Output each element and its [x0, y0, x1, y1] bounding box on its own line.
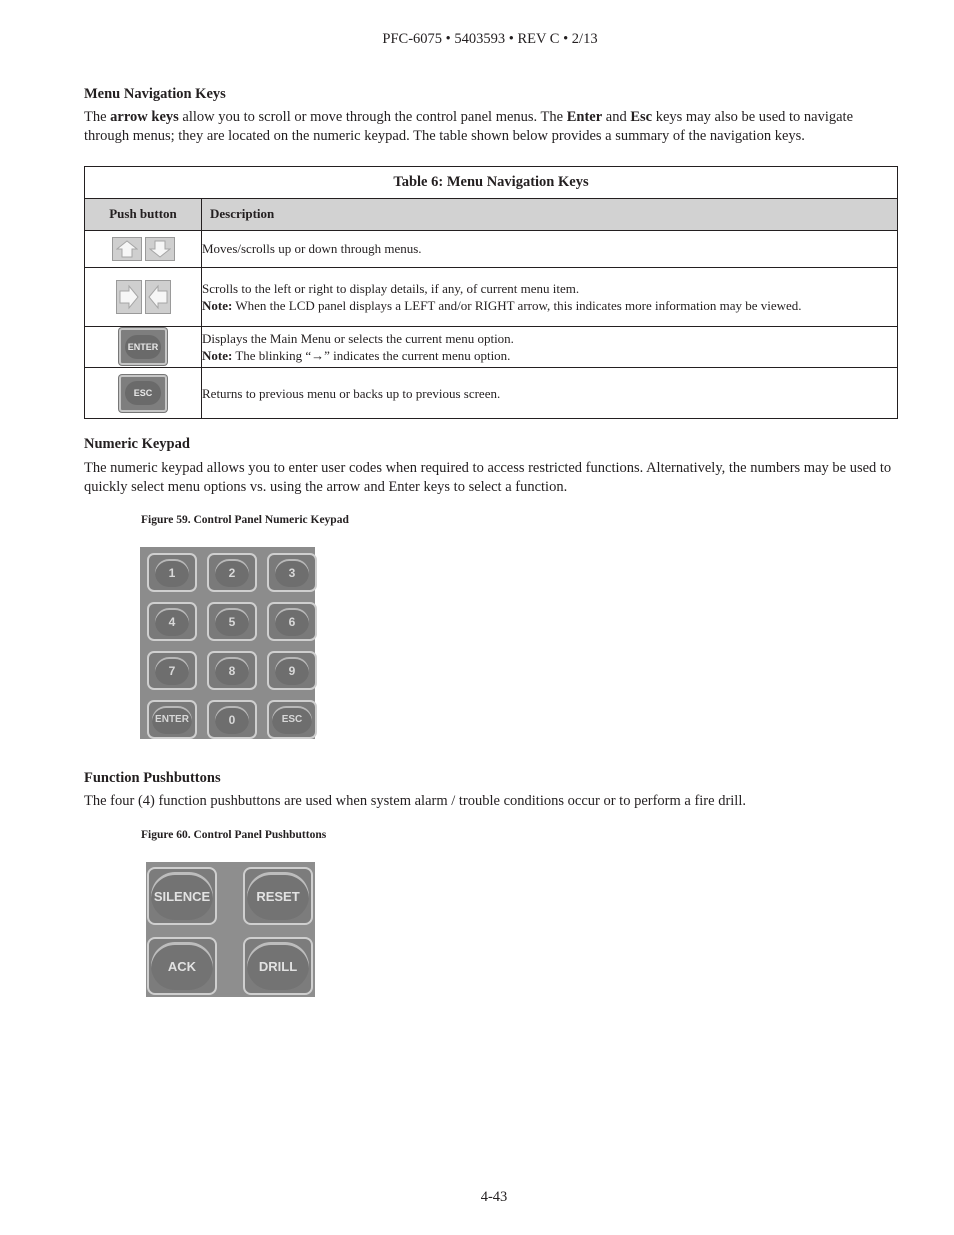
- description-line: Displays the Main Menu or selects the current menu option.: [202, 330, 514, 346]
- description-note: [202, 347, 897, 364]
- note-text: The blinking “→” indicates the current menu option.: [232, 347, 511, 363]
- row-icon-cell: [85, 231, 202, 268]
- heading-function-pushbuttons: Function Pushbuttons: [84, 770, 221, 786]
- key-label: 8: [215, 657, 249, 685]
- note-label: Note:: [202, 297, 233, 313]
- silence-pushbutton: [147, 867, 217, 925]
- row-description: [202, 267, 898, 326]
- ack-pushbutton: [147, 937, 217, 995]
- menu-navigation-table: [84, 166, 898, 419]
- key-label: 1: [155, 559, 189, 587]
- text-run-bold: arrow keys: [110, 109, 179, 125]
- keypad-key-enter: [147, 700, 197, 739]
- figure-59-caption: Figure 59. Control Panel Numeric Keypad: [141, 514, 349, 526]
- key-label: 3: [275, 559, 309, 587]
- note-label: Note:: [202, 347, 233, 363]
- keypad-key-3: [267, 553, 317, 592]
- key-label: 2: [215, 559, 249, 587]
- heading-menu-navigation-keys: Menu Navigation Keys: [84, 86, 226, 102]
- key-label: ENTER: [125, 335, 161, 359]
- enter-key-icon: [119, 328, 167, 365]
- menu-navigation-paragraph: [84, 108, 896, 146]
- right-arrow-key-icon: [116, 280, 142, 314]
- keypad-key-5: [207, 602, 257, 641]
- row-icon-cell: [85, 267, 202, 326]
- keypad-key-1: [147, 553, 197, 592]
- up-arrow-key-icon: [112, 237, 142, 261]
- note-text: When the LCD panel displays a LEFT and/or RIGHT arrow, this indicates more information may be viewed.: [232, 297, 802, 313]
- text-run: allow you to scroll or move through the control panel menus. The: [178, 109, 567, 125]
- pushbutton-label: SILENCE: [151, 872, 213, 920]
- page-number: 4-43: [480, 1189, 508, 1205]
- keypad-key-9: [267, 651, 317, 690]
- heading-numeric-keypad: Numeric Keypad: [84, 436, 190, 452]
- keypad-key-6: [267, 602, 317, 641]
- pushbutton-label: ACK: [151, 942, 213, 990]
- column-header-push-button: Push button: [85, 198, 202, 231]
- text-run-bold: Enter: [566, 109, 603, 125]
- table-row: [85, 368, 898, 419]
- description-note: [202, 297, 897, 314]
- text-run: The: [84, 109, 111, 125]
- table-header-row: [85, 198, 898, 231]
- pushbutton-label: DRILL: [247, 942, 309, 990]
- figure-60-caption: Figure 60. Control Panel Pushbuttons: [141, 829, 327, 841]
- text-run-bold: Esc: [630, 109, 653, 125]
- description-line: Scrolls to the left or right to display details, if any, of current menu item.: [202, 280, 580, 296]
- column-header-description: Description: [202, 198, 898, 231]
- key-label: ESC: [125, 381, 161, 405]
- down-arrow-key-icon: [145, 237, 175, 261]
- row-icon-cell: [85, 326, 202, 368]
- key-label: 7: [155, 657, 189, 685]
- table-row: [85, 267, 898, 326]
- pushbutton-label: RESET: [247, 872, 309, 920]
- row-description: Returns to previous menu or backs up to previous screen.: [202, 368, 898, 419]
- keypad-key-8: [207, 651, 257, 690]
- row-description: Moves/scrolls up or down through menus.: [202, 231, 898, 268]
- keypad-key-0: [207, 700, 257, 739]
- text-run: keys may also be used to navigate through menus; they are located on the numeric keypad. The table shown below provides a summary of the navigation keys.: [84, 109, 854, 144]
- pushbuttons-image: [146, 862, 315, 997]
- numeric-keypad-image: [140, 547, 315, 739]
- left-arrow-key-icon: [145, 280, 171, 314]
- key-label: 4: [155, 608, 189, 636]
- key-label: 6: [275, 608, 309, 636]
- key-label: 5: [215, 608, 249, 636]
- keypad-key-7: [147, 651, 197, 690]
- key-label: 9: [275, 657, 309, 685]
- key-label: ENTER: [152, 706, 192, 734]
- table-row: [85, 231, 898, 268]
- key-label: ESC: [272, 706, 312, 734]
- reset-pushbutton: [243, 867, 313, 925]
- text-run: and: [602, 109, 631, 125]
- drill-pushbutton: [243, 937, 313, 995]
- table-title: Table 6: Menu Navigation Keys: [85, 167, 898, 199]
- function-pushbuttons-paragraph: The four (4) function pushbuttons are used when system alarm / trouble conditions occur or to perform a fire drill.: [84, 793, 746, 809]
- right-left-arrow-keys-icon: [116, 280, 171, 314]
- key-label: 0: [215, 706, 249, 734]
- keypad-key-4: [147, 602, 197, 641]
- row-description: [202, 326, 898, 368]
- keypad-key-2: [207, 553, 257, 592]
- page-header: PFC-6075 • 5403593 • REV C • 2/13: [382, 31, 598, 47]
- up-down-arrow-keys-icon: [112, 237, 175, 261]
- numeric-keypad-paragraph: The numeric keypad allows you to enter user codes when required to access restricted functions. Alternatively, the numbers may be used to quickly select menu options vs. using the arrow and Enter keys to select a function.: [84, 460, 892, 495]
- row-icon-cell: [85, 368, 202, 419]
- keypad-key-esc: [267, 700, 317, 739]
- table-row: [85, 326, 898, 368]
- esc-key-icon: [119, 375, 167, 412]
